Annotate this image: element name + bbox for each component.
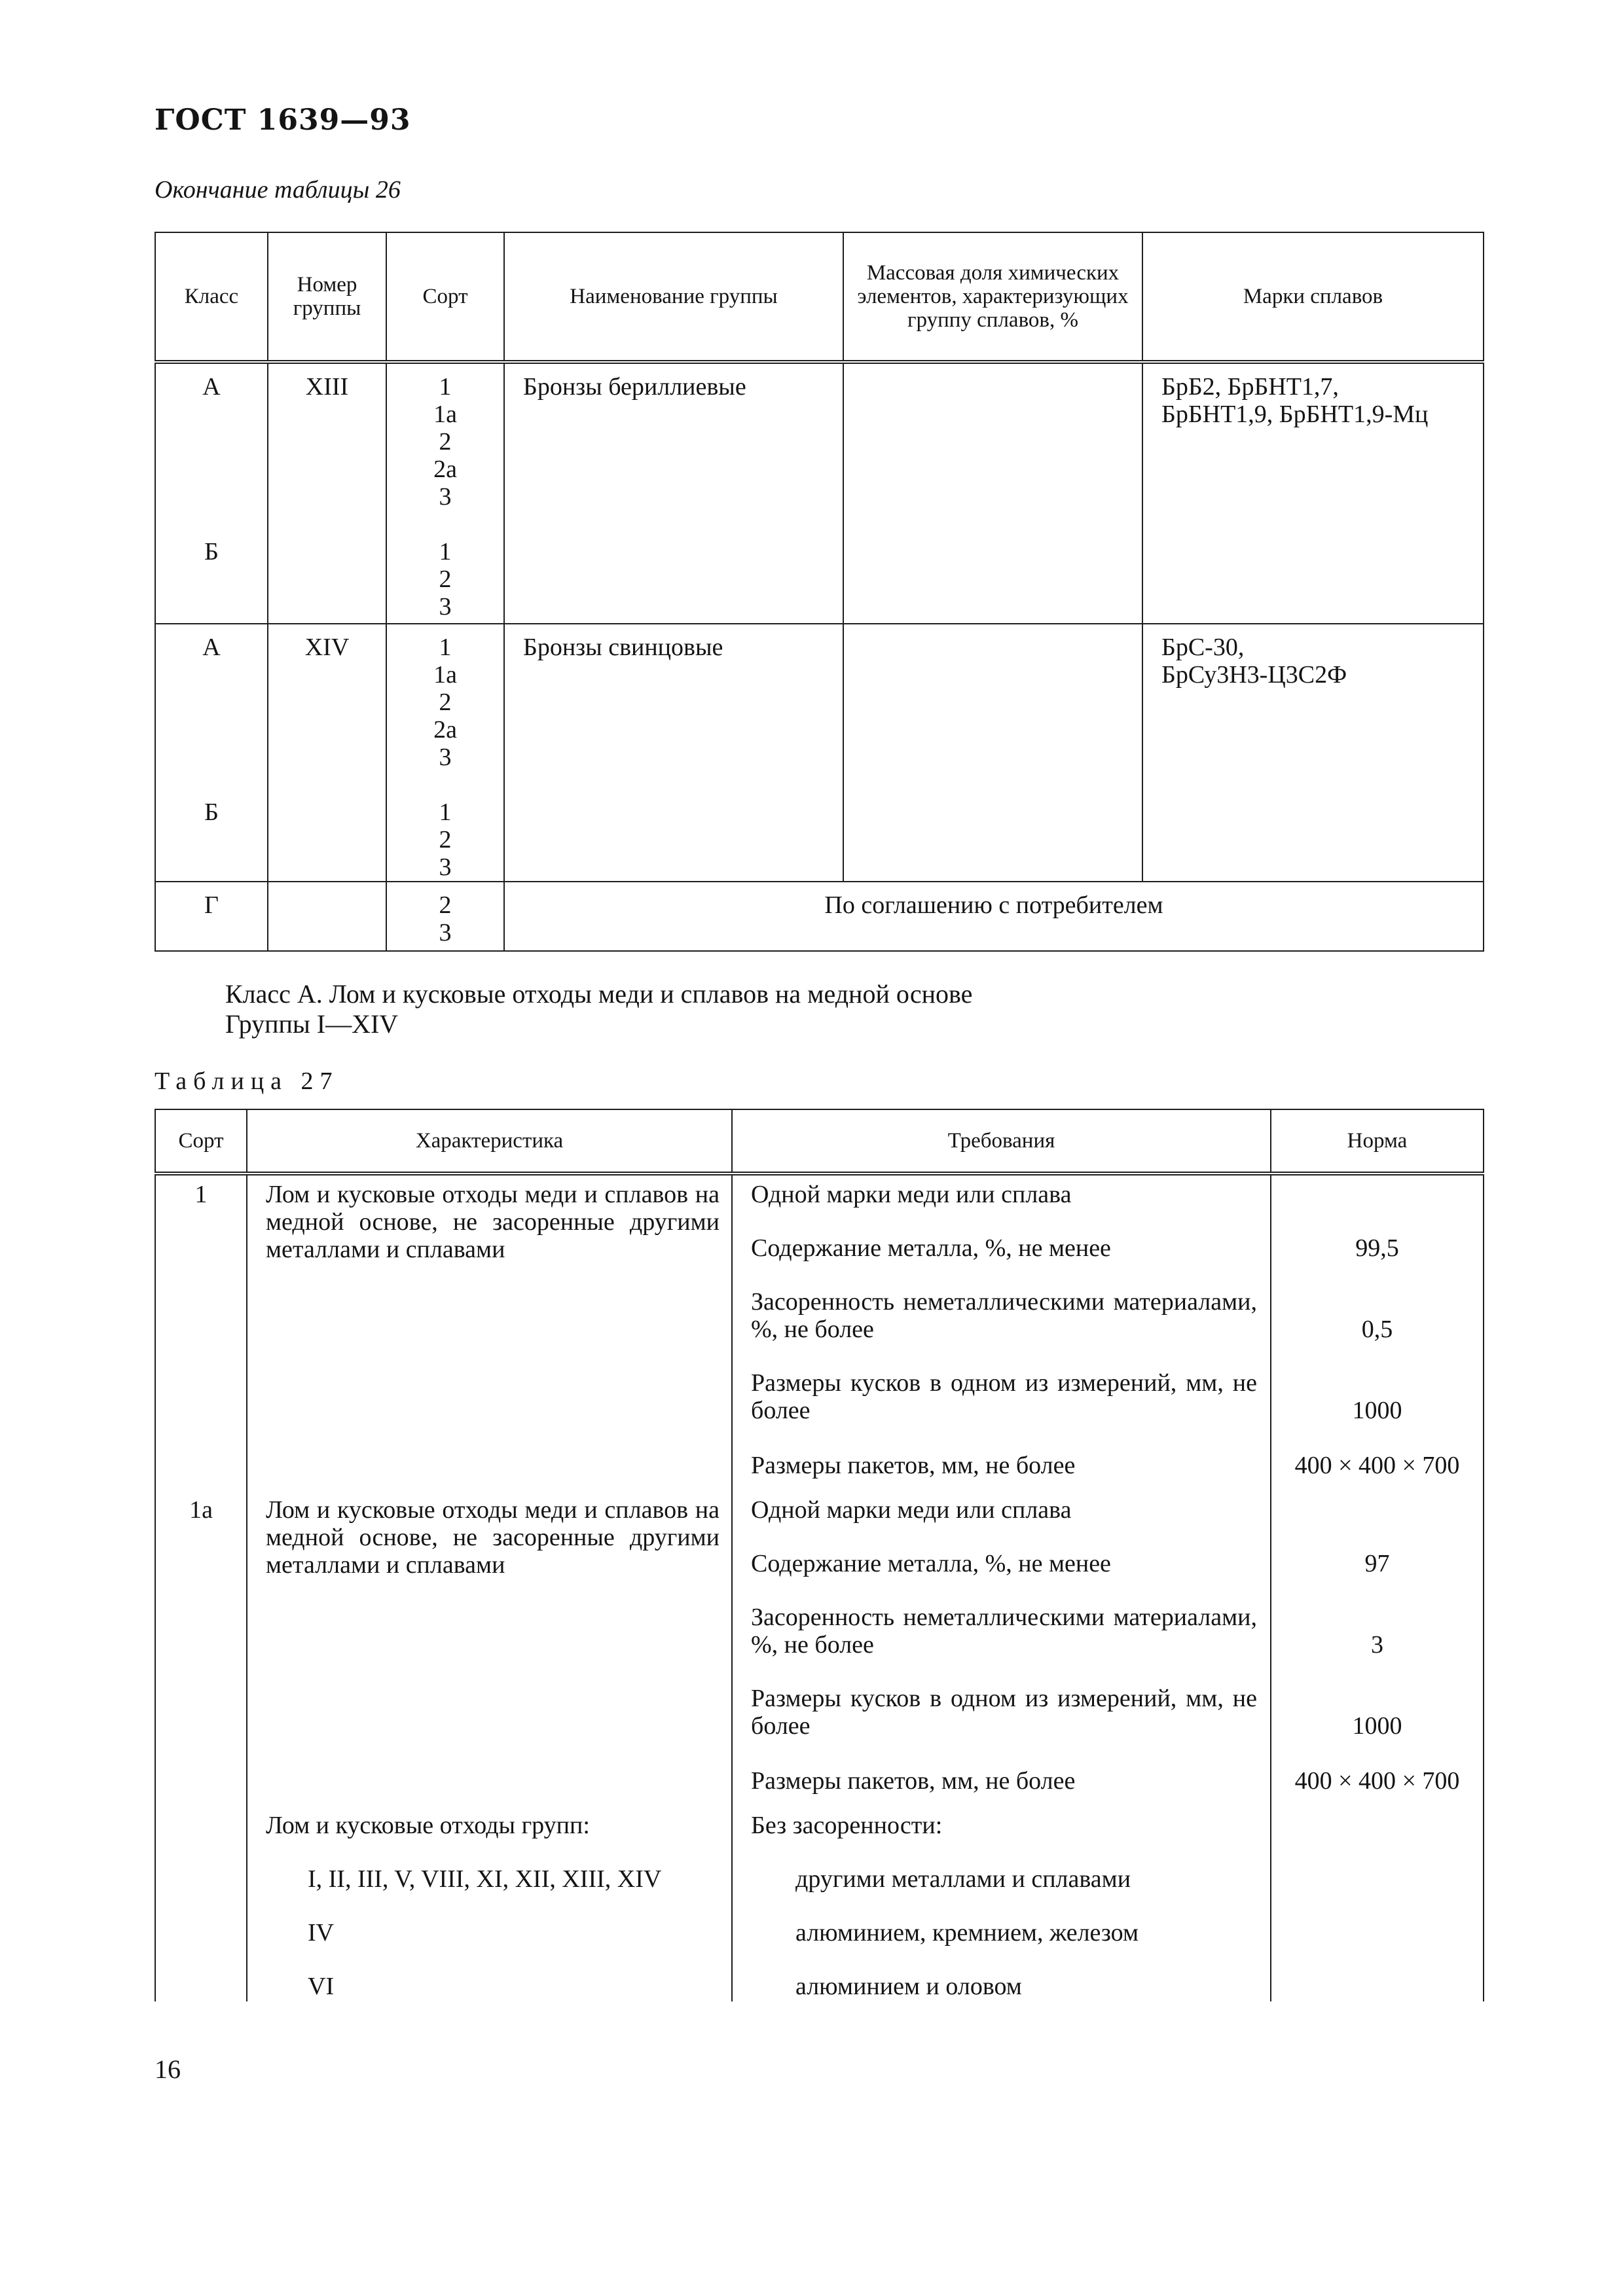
agreement-note: По соглашению с потребителем [504, 882, 1484, 951]
class-cell [155, 362, 268, 624]
group-list: VI [247, 1946, 732, 2001]
col-group-name: Наименование группы [504, 232, 843, 362]
requirement-text: Содержание металла, %, не менее [732, 1524, 1271, 1579]
alloy-grades-line: БрС-30, [1161, 634, 1245, 661]
requirement-text: Без засоренности: [732, 1796, 1271, 1839]
table-26 [155, 232, 1484, 952]
class-cell [155, 624, 268, 882]
sort-list [386, 624, 504, 882]
sort-value: 1а [433, 661, 457, 689]
sort-value: 2 [439, 689, 452, 716]
sort-value [155, 1839, 247, 1893]
sort-value [155, 1946, 247, 2001]
sort-value: 1 [439, 538, 452, 565]
requirement-text: Размеры пакетов, мм, не более [732, 1741, 1271, 1796]
norm-value [1271, 1480, 1484, 1524]
contamination-text: алюминием и оловом [732, 1946, 1271, 2001]
norm-value [1271, 1796, 1484, 1839]
group-number: XIV [268, 624, 386, 882]
norm-value [1271, 1893, 1484, 1946]
norm-value: 97 [1271, 1524, 1484, 1579]
table26-continuation-caption: Окончание таблицы 26 [155, 176, 401, 204]
table-row [155, 1893, 1484, 1946]
requirement-text: Размеры кусков в одном из измерений, мм, не более [732, 1344, 1271, 1426]
characteristic-text: Лом и кусковые отходы групп: [247, 1796, 732, 1839]
sort-value: 1 [439, 634, 452, 661]
contamination-text: другими металлами и сплавами [732, 1839, 1271, 1893]
page-number: 16 [155, 2054, 181, 2084]
requirement-text: Засоренность неметаллическими материалами, %, не более [732, 1579, 1271, 1660]
sort-value: 1 [439, 373, 452, 401]
sort-value: 1 [439, 798, 452, 826]
requirement-text: Содержание металла, %, не менее [732, 1208, 1271, 1263]
group-list: IV [247, 1893, 732, 1946]
class-cell: Г [155, 882, 268, 951]
norm-value: 400 × 400 × 700 [1271, 1741, 1484, 1796]
table26-header-row [155, 232, 1484, 362]
table-row [155, 624, 1484, 882]
sort-list [386, 362, 504, 624]
section-heading-line: Группы I—XIV [225, 1009, 399, 1039]
sort-value: 1а [155, 1480, 247, 1796]
table-row [155, 1174, 1484, 1208]
requirement-text: Засоренность неметаллическими материалами, %, не более [732, 1263, 1271, 1344]
sort-value: 3 [439, 919, 452, 946]
norm-value: 99,5 [1271, 1208, 1484, 1263]
group-number: XIII [268, 362, 386, 624]
group-name: Бронзы свинцовые [504, 624, 843, 882]
table-row [155, 1796, 1484, 1839]
sort-value: 3 [439, 744, 452, 771]
class-a: А [202, 373, 221, 401]
sort-value: 2 [439, 428, 452, 456]
norm-value [1271, 1839, 1484, 1893]
sort-value: 2а [433, 716, 457, 744]
table-27 [155, 1109, 1484, 2001]
table-row [155, 1480, 1484, 1524]
sort-value: 2 [439, 891, 452, 919]
class-b: Б [204, 798, 219, 826]
table27-header-row [155, 1109, 1484, 1174]
col-group-number: Номер группы [268, 232, 386, 362]
requirement-text: Одной марки меди или сплава [732, 1480, 1271, 1524]
characteristic-text: Лом и кусковые отходы меди и сплавов на медной основе, не засоренные другими металлами и сплавами [247, 1480, 732, 1796]
alloy-grades [1142, 362, 1484, 624]
sort-value [155, 1893, 247, 1946]
col-characteristic: Характеристика [247, 1109, 732, 1174]
requirement-text: Одной марки меди или сплава [732, 1174, 1271, 1208]
group-list: I, II, III, V, VIII, XI, XII, XIII, XIV [247, 1839, 732, 1893]
section-heading-line: Класс А. Лом и кусковые отходы меди и сплавов на медной основе [225, 979, 973, 1009]
norm-value: 1000 [1271, 1344, 1484, 1426]
col-sort: Сорт [386, 232, 504, 362]
contamination-text: алюминием, кремнием, железом [732, 1893, 1271, 1946]
col-requirements: Требования [732, 1109, 1271, 1174]
standard-title: ГОСТ 1639—93 [155, 103, 411, 137]
sort-value: 3 [439, 483, 452, 511]
characteristic-text: Лом и кусковые отходы меди и сплавов на медной основе, не засоренные другими металлами и сплавами [247, 1174, 732, 1480]
group-number [268, 882, 386, 951]
class-a: А [202, 634, 221, 661]
sort-list [386, 882, 504, 951]
alloy-grades-line: БрБ2, БрБНТ1,7, [1161, 373, 1339, 401]
sort-value: 3 [439, 853, 452, 881]
norm-value: 400 × 400 × 700 [1271, 1426, 1484, 1480]
sort-value: 2 [439, 565, 452, 593]
sort-value: 1 [155, 1174, 247, 1480]
col-norm: Норма [1271, 1109, 1484, 1174]
table-row [155, 1839, 1484, 1893]
group-name: Бронзы бериллиевые [504, 362, 843, 624]
col-klass: Класс [155, 232, 268, 362]
class-b: Б [204, 538, 219, 565]
mass-fraction [843, 362, 1142, 624]
table-row [155, 1946, 1484, 2001]
table-row [155, 362, 1484, 624]
norm-value: 0,5 [1271, 1263, 1484, 1344]
sort-value [155, 1796, 247, 1839]
norm-value [1271, 1946, 1484, 2001]
table-row [155, 882, 1484, 951]
alloy-grades [1142, 624, 1484, 882]
requirement-text: Размеры пакетов, мм, не более [732, 1426, 1271, 1480]
norm-value: 1000 [1271, 1660, 1484, 1741]
sort-value: 1а [433, 401, 457, 428]
sort-value: 3 [439, 593, 452, 620]
alloy-grades-line: БрБНТ1,9, БрБНТ1,9-Мц [1161, 401, 1429, 428]
col-sort: Сорт [155, 1109, 247, 1174]
sort-value: 2а [433, 456, 457, 483]
mass-fraction [843, 624, 1142, 882]
sort-value: 2 [439, 826, 452, 853]
norm-value [1271, 1174, 1484, 1208]
col-alloy-grades: Марки сплавов [1142, 232, 1484, 362]
col-mass-fraction: Массовая доля химических элементов, характеризующих группу сплавов, % [843, 232, 1142, 362]
table27-label: Таблица 27 [155, 1067, 339, 1095]
alloy-grades-line: БрСу3Н3-Ц3С2Ф [1161, 661, 1347, 689]
norm-value: 3 [1271, 1579, 1484, 1660]
section-heading [225, 979, 972, 1039]
requirement-text: Размеры кусков в одном из измерений, мм, не более [732, 1660, 1271, 1741]
